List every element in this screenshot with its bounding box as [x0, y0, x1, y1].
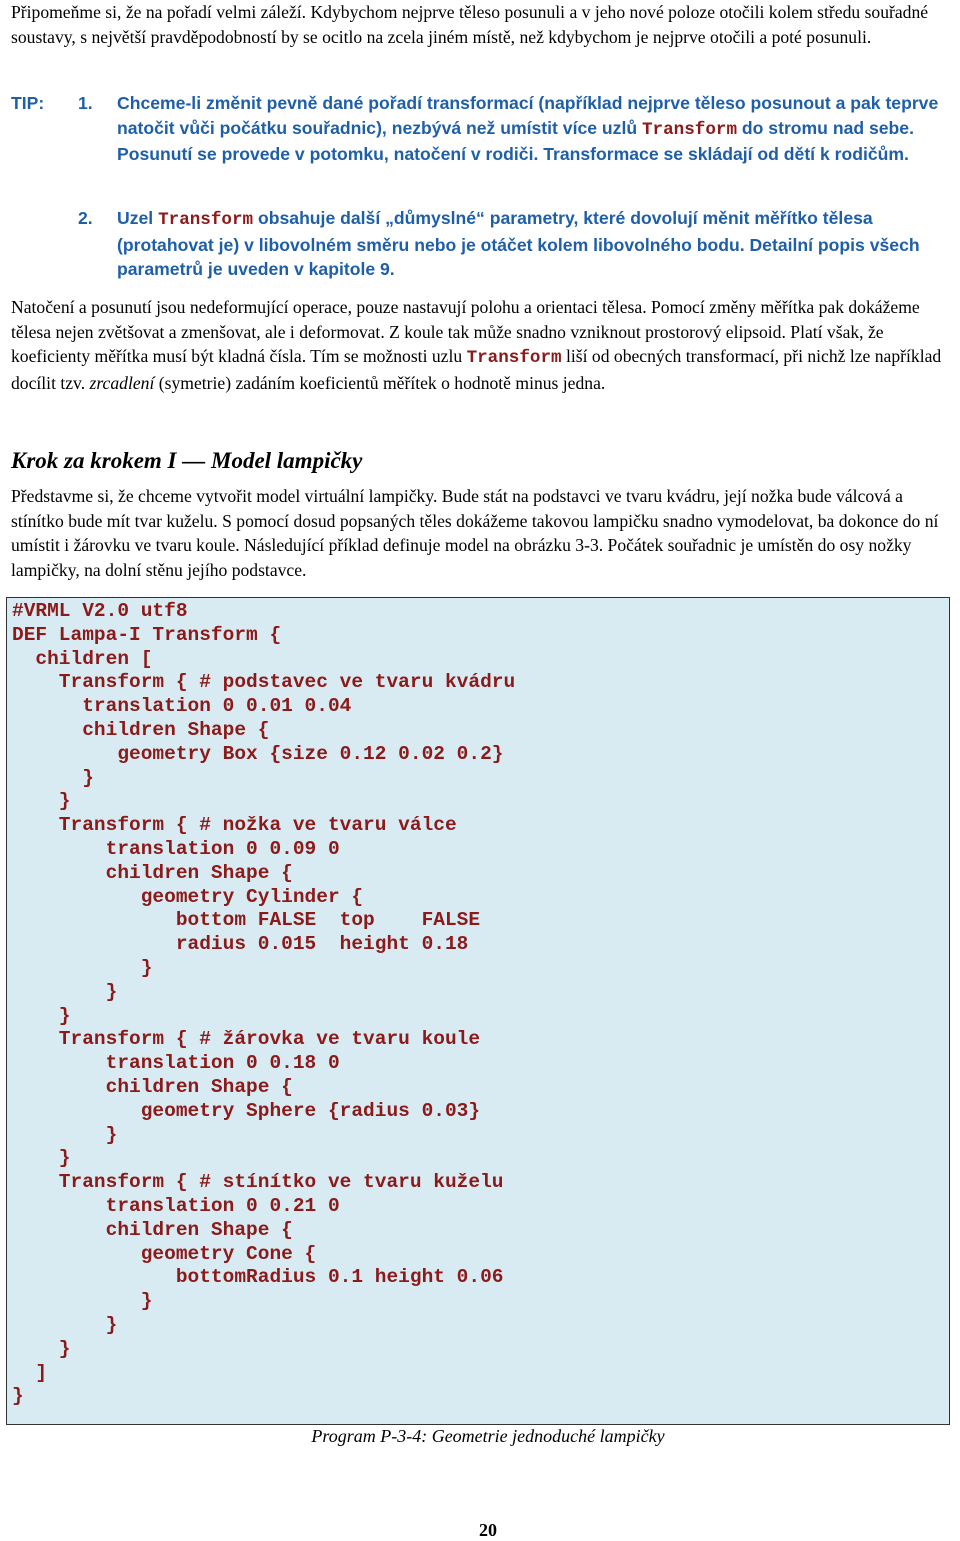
- rotation-paragraph: [11, 295, 951, 395]
- code-line: }: [12, 1147, 71, 1170]
- code-line: bottomRadius 0.1 height 0.06: [12, 1266, 504, 1289]
- code-line: DEF Lampa-I Transform {: [12, 623, 282, 646]
- tip-item-number: 1.: [78, 93, 93, 113]
- paragraph-text: Natočení a posunutí jsou nedeformující operace, pouze nastavují polohu a orientaci tělesa. Pomocí změny měřítka pak dokážeme tělesa nejen zvětšovat a zmenšovat, ale i deformovat. Z koule tak může snadno vzniknout prostorový elipsoid. Platí však, že koeficienty měřítka musí být kladná čísla. Tím se možnosti uzlu: [11, 297, 920, 366]
- tip-text-part: do stromu nad sebe. Posunutí se provede v potomku, natočení v rodiči. Transformace se skládají od dětí k rodičům.: [117, 117, 914, 164]
- code-line: }: [12, 1337, 71, 1360]
- code-line: }: [12, 1385, 24, 1408]
- tip-label: TIP:: [11, 93, 45, 113]
- tip-item-number: 2.: [78, 208, 93, 228]
- code-line: radius 0.015 height 0.18: [12, 933, 469, 956]
- code-line: }: [12, 980, 118, 1003]
- emphasis-text: zrcadlení: [89, 372, 155, 393]
- code-line: children Shape {: [12, 1218, 293, 1241]
- code-line: bottom FALSE top FALSE: [12, 909, 481, 932]
- tip-item-text: [117, 206, 957, 282]
- code-line: Transform { # žárovka ve tvaru koule: [12, 1028, 481, 1051]
- code-listing: [6, 597, 950, 1425]
- paragraph-text: liší od obecných transformací, při nichž lze například docílit tzv.: [11, 346, 942, 393]
- code-line: }: [12, 766, 94, 789]
- paragraph-text: (symetrie) zadáním koeficientů měřítek o hodnotě minus jedna.: [158, 372, 606, 393]
- code-line: translation 0 0.21 0: [12, 1195, 340, 1217]
- inline-code: Transform: [158, 210, 254, 230]
- code-line: geometry Cylinder {: [12, 885, 364, 908]
- code-line: Transform { # nožka ve tvaru válce: [12, 814, 457, 837]
- code-line: geometry Cone {: [12, 1242, 317, 1265]
- code-line: }: [12, 1004, 71, 1027]
- code-line: children Shape {: [12, 1076, 293, 1098]
- code-line: children Shape {: [12, 861, 293, 884]
- code-line: }: [12, 1314, 118, 1336]
- code-line: children [: [12, 647, 153, 670]
- tip-text-part: Uzel: [117, 208, 154, 228]
- code-line: Transform { # podstavec ve tvaru kvádru: [12, 671, 516, 694]
- code-line: }: [12, 790, 71, 813]
- tip-text-part: obsahuje další „důmyslné“ parametry, které dovolují měnit měřítko tělesa (protahovat je) v libovolném směru nebo je otáčet kolem libovolného bodu. Detailní popis všech parametrů je uveden v kapitole 9.: [117, 208, 920, 279]
- code-line: }: [12, 1290, 153, 1313]
- inline-code: Transform: [642, 119, 738, 140]
- code-line: translation 0 0.01 0.04: [12, 695, 352, 718]
- code-line: children Shape {: [12, 719, 270, 741]
- section-heading: Krok za krokem I — Model lampičky: [11, 448, 363, 473]
- tip-text-part: Chceme-li změnit pevně dané pořadí transformací (například nejprve těleso posunout a pak teprve natočit vůči počátku souřadnic), nezbývá než umístit více uzlů: [117, 93, 939, 138]
- tip-item-text: [117, 91, 957, 167]
- page-number: 20: [479, 1520, 497, 1540]
- inline-code: Transform: [466, 348, 562, 368]
- code-line: }: [12, 957, 153, 979]
- code-line: Transform { # stínítko ve tvaru kuželu: [12, 1171, 504, 1194]
- code-line: ]: [12, 1361, 48, 1384]
- code-line: }: [12, 1123, 118, 1146]
- code-line: geometry Sphere {radius 0.03}: [12, 1099, 481, 1122]
- intro-paragraph: Připomeňme si, že na pořadí velmi záleží. Kdybychom nejprve těleso posunuli a v jeho nové poloze otočili kolem středu souřadné soustavy, s největší pravděpodobností by se ocitlo na zcela jiném místě, než kdybychom je nejprve otočili a poté posunuli.: [11, 2, 929, 47]
- code-line: translation 0 0.09 0: [12, 838, 340, 860]
- code-line: translation 0 0.18 0: [12, 1052, 340, 1075]
- lamp-paragraph: Představme si, že chceme vytvořit model virtuální lampičky. Bude stát na podstavci ve tvaru kvádru, její nožka bude válcová a stínítko bude mít tvar kuželu. S pomocí dosud popsaných těles dokážeme takovou lampičku snadno vymodelovat, ba dokonce do ní umístit i žárovku ve tvaru koule. Následující příklad definuje model na obrázku 3-3. Počátek souřadnic je umístěn do osy nožky lampičky, na dolní stěnu jejího podstavce.: [11, 486, 939, 580]
- listing-caption: Program P-3-4: Geometrie jednoduché lampičky: [311, 1426, 665, 1446]
- code-line: geometry Box {size 0.12 0.02 0.2}: [12, 742, 504, 765]
- code-line: #VRML V2.0 utf8: [12, 600, 188, 622]
